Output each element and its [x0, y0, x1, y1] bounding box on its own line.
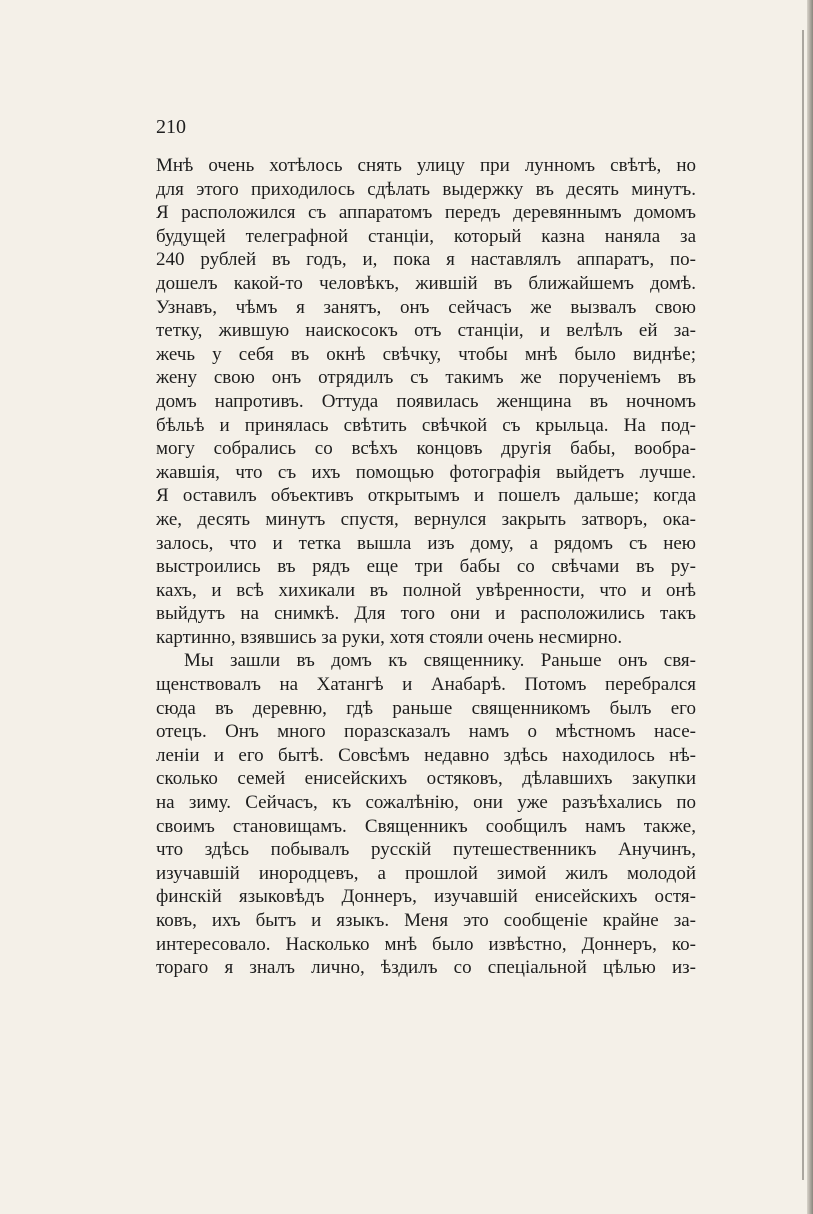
- text-line: леніи и его бытѣ. Совсѣмъ недавно здѣсь находилось нѣ-: [156, 744, 696, 766]
- text-line: жену свою онъ отрядилъ съ такимъ же порученіемъ въ: [156, 367, 696, 389]
- page-edge: [807, 0, 813, 1214]
- text-line: же, десять минутъ спустя, вернулся закрыть затворъ, ока-: [156, 508, 696, 530]
- text-line: тораго я зналъ лично, ѣздилъ со спеціальной цѣлью из-: [156, 957, 696, 979]
- text-line: для этого приходилось сдѣлать выдержку въ десять минутъ.: [156, 178, 696, 200]
- text-line: Мнѣ очень хотѣлось снять улицу при лунномъ свѣтѣ, но: [156, 155, 696, 176]
- text-line: жечь у себя въ окнѣ свѣчку, чтобы мнѣ было виднѣе;: [156, 343, 696, 365]
- text-line: выйдутъ на снимкѣ. Для того они и расположились такъ: [156, 603, 696, 625]
- text-line: Мы зашли въ домъ къ священнику. Раньше онъ свя-: [184, 650, 696, 672]
- text-line: дошелъ какой-то человѣкъ, жившій въ ближайшемъ домѣ.: [156, 272, 696, 294]
- text-line: финскій языковѣдъ Доннеръ, изучавшій енисейскихъ остя-: [156, 886, 696, 908]
- text-line: выстроились въ рядъ еще три бабы со свѣчами въ ру-: [156, 556, 696, 578]
- text-line: ковъ, ихъ бытъ и языкъ. Меня это сообщеніе крайне за-: [156, 910, 696, 931]
- text-line: картинно, взявшись за руки, хотя стояли очень несмирно.: [156, 626, 623, 648]
- text-line: отецъ. Онъ много поразсказалъ намъ о мѣстномъ насе-: [156, 721, 696, 743]
- text-line: будущей телеграфной станціи, который казна наняла за: [156, 225, 696, 247]
- page-number: 210: [156, 116, 186, 138]
- text-line: на зиму. Сейчасъ, къ сожалѣнію, они уже разъѣхались по: [156, 792, 696, 814]
- body-text: [156, 154, 696, 980]
- text-line: тетку, жившую наискосокъ отъ станціи, и велѣлъ ей за-: [156, 320, 696, 342]
- text-line: кахъ, и всѣ хихикали въ полной увѣренности, что и онѣ: [156, 579, 696, 601]
- text-line: сколько семей енисейскихъ остяковъ, дѣлавшихъ закупки: [156, 768, 696, 790]
- text-line: Я оставилъ объективъ открытымъ и пошелъ дальше; когда: [156, 485, 696, 507]
- text-line: могу собрались со всѣхъ концовъ другія бабы, вообра-: [156, 438, 696, 460]
- text-line: своимъ становищамъ. Священникъ сообщилъ намъ также,: [156, 815, 696, 837]
- text-line: Узнавъ, чѣмъ я занятъ, онъ сейчасъ же вызвалъ свою: [156, 296, 696, 318]
- text-line: жавшія, что съ ихъ помощью фотографія выйдетъ лучше.: [156, 461, 696, 483]
- text-line: сюда въ деревню, гдѣ раньше священникомъ былъ его: [156, 697, 696, 719]
- text-line: залось, что и тетка вышла изъ дому, а рядомъ съ нею: [156, 532, 696, 554]
- text-line: 240 рублей въ годъ, и, пока я наставлялъ аппаратъ, по-: [156, 249, 696, 271]
- text-line: изучавшій инородцевъ, а прошлой зимой жилъ молодой: [156, 862, 696, 884]
- text-line: домъ напротивъ. Оттуда появилась женщина въ ночномъ: [156, 390, 696, 412]
- text-line: Я расположился съ аппаратомъ передъ деревяннымъ домомъ: [156, 202, 696, 224]
- text-line: щенствовалъ на Хатангѣ и Анабарѣ. Потомъ перебрался: [156, 674, 696, 696]
- binding-shadow: [802, 30, 804, 1180]
- text-line: что здѣсь побывалъ русскій путешественникъ Анучинъ,: [156, 839, 696, 861]
- text-line: интересовало. Насколько мнѣ было извѣстно, Доннеръ, ко-: [156, 933, 696, 955]
- text-line: бѣльѣ и принялась свѣтить свѣчкой съ крыльца. На под-: [156, 414, 696, 436]
